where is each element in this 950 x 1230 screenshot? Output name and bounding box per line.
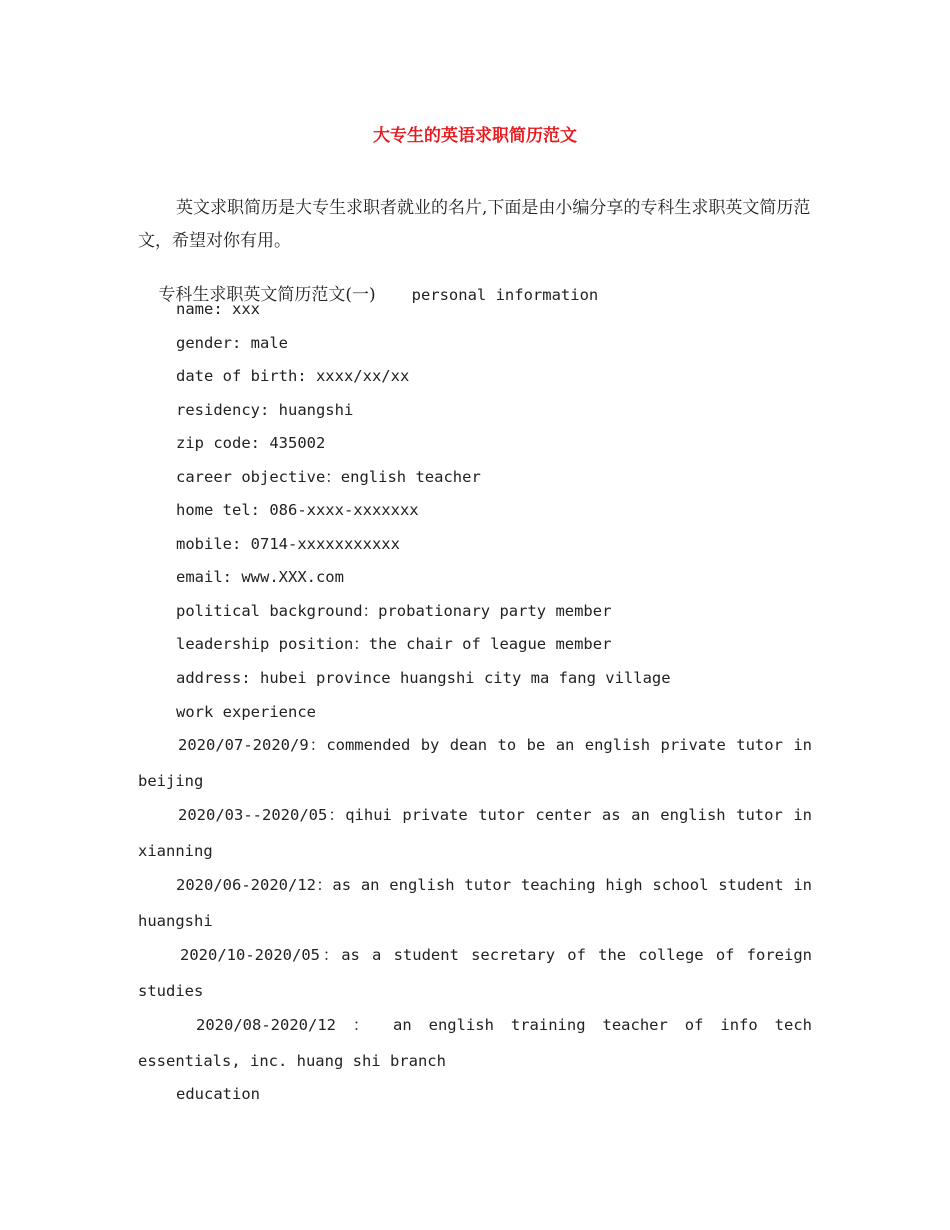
field-date-of-birth: date of birth: xxxx/xx/xx [176,367,410,385]
document-title: 大专生的英语求职简历范文 [373,126,577,146]
field-leadership-position: leadership position：the chair of league member [176,635,612,653]
intro-paragraph: 英文求职简历是大专生求职者就业的名片,下面是由小编分享的专科生求职英文简历范文，希望对你有用。 [138,198,811,251]
work-experience-heading: work experience [176,703,316,721]
field-zip-code: zip code: 435002 [176,434,326,452]
field-gender: gender: male [176,334,288,352]
field-career-objective: career objective：english teacher [176,468,481,486]
field-name: name: xxx [176,300,260,318]
work-item: 2020/06-2020/12：as an english tutor teaching high school student in huangshi [138,876,812,930]
education-heading: education [176,1085,260,1103]
field-residency: residency: huangshi [176,401,354,419]
field-email: email: www.XXX.com [176,568,344,586]
work-item: 2020/03--2020/05：qihui private tutor center as an english tutor in xianning [138,806,812,860]
field-mobile: mobile: 0714-xxxxxxxxxxx [176,535,400,553]
work-item: 2020/07-2020/9：commended by dean to be an english private tutor in beijing [138,736,812,790]
section-heading-en: personal information [411,286,599,304]
field-address: address: hubei province huangshi city ma fang village [176,669,671,687]
work-item: 2020/10-2020/05：as a student secretary of the college of foreign studies [138,946,812,1000]
field-home-tel: home tel: 086-xxxx-xxxxxxx [176,501,419,519]
work-item: 2020/08-2020/12 ： an english training teacher of info tech essentials, inc. huang shi branch [138,1016,812,1070]
section-heading-cn: 专科生求职英文简历范文(一) [158,285,376,305]
field-political-background: political background：probationary party member [176,602,612,620]
